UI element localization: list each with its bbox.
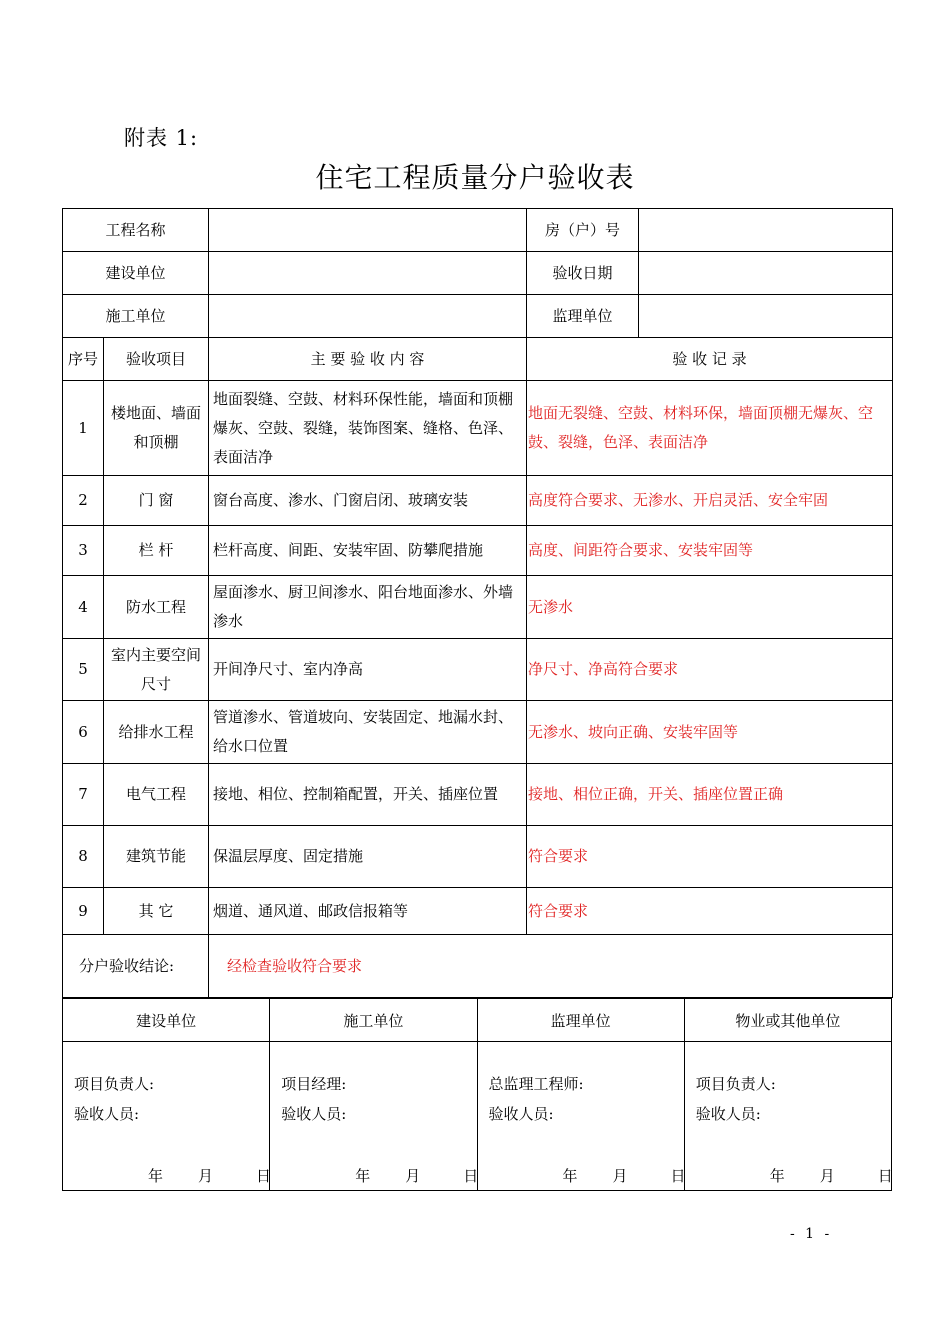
contractor-field[interactable] xyxy=(209,295,527,338)
row-no: 1 xyxy=(63,381,104,476)
col-header-record: 验 收 记 录 xyxy=(527,338,893,381)
info-row-contractor xyxy=(63,295,893,338)
signature-line1: 项目经理: xyxy=(281,1075,347,1093)
signature-unit: 建设单位 xyxy=(63,999,270,1042)
appendix-label: 附表 1: xyxy=(124,126,199,150)
supervisor-label: 监理单位 xyxy=(527,295,639,338)
col-header-no: 序号 xyxy=(63,338,104,381)
table-row xyxy=(63,526,893,576)
row-content: 烟道、通风道、邮政信报箱等 xyxy=(209,888,527,935)
row-item: 门 窗 xyxy=(104,476,209,526)
signature-cell[interactable] xyxy=(477,1042,684,1191)
inspection-date-label: 验收日期 xyxy=(527,252,639,295)
signature-unit: 监理单位 xyxy=(477,999,684,1042)
row-no: 5 xyxy=(63,639,104,701)
signature-line1: 项目负责人: xyxy=(74,1075,155,1093)
conclusion-label: 分户验收结论: xyxy=(63,935,209,998)
signature-line2: 验收人员: xyxy=(488,1105,554,1123)
row-record[interactable]: 高度、间距符合要求、安装牢固等 xyxy=(527,526,893,576)
signature-line1: 总监理工程师: xyxy=(488,1075,584,1093)
date-month: 月 xyxy=(198,1167,214,1185)
row-record[interactable]: 接地、相位正确，开关、插座位置正确 xyxy=(527,764,893,826)
signature-cell[interactable] xyxy=(63,1042,270,1191)
project-name-label: 工程名称 xyxy=(63,209,209,252)
row-item: 室内主要空间尺寸 xyxy=(104,639,209,701)
row-record[interactable]: 高度符合要求、无渗水、开启灵活、安全牢固 xyxy=(527,476,893,526)
table-row xyxy=(63,826,893,888)
row-no: 4 xyxy=(63,576,104,639)
row-no: 3 xyxy=(63,526,104,576)
date-month: 月 xyxy=(405,1167,421,1185)
row-record[interactable]: 地面无裂缝、空鼓、材料环保，墙面顶棚无爆灰、空鼓、裂缝，色泽、表面洁净 xyxy=(527,381,893,476)
column-header-row xyxy=(63,338,893,381)
row-content: 管道渗水、管道坡向、安装固定、地漏水封、给水口位置 xyxy=(209,701,527,764)
inspection-table xyxy=(62,208,893,998)
signature-table xyxy=(62,998,892,1191)
signature-line2: 验收人员: xyxy=(695,1105,761,1123)
row-content: 地面裂缝、空鼓、材料环保性能，墙面和顶棚爆灰、空鼓、裂缝，装饰图案、缝格、色泽、表面洁净 xyxy=(209,381,527,476)
conclusion-row xyxy=(63,935,893,998)
project-name-field[interactable] xyxy=(209,209,527,252)
signature-line2: 验收人员: xyxy=(74,1105,140,1123)
info-row-builder xyxy=(63,252,893,295)
inspection-date-field[interactable] xyxy=(639,252,893,295)
col-header-item: 验收项目 xyxy=(104,338,209,381)
form-title: 住宅工程质量分户验收表 xyxy=(315,161,635,194)
row-content: 屋面渗水、厨卫间渗水、阳台地面渗水、外墙渗水 xyxy=(209,576,527,639)
date-month: 月 xyxy=(612,1167,628,1185)
row-item: 给排水工程 xyxy=(104,701,209,764)
row-record[interactable]: 符合要求 xyxy=(527,888,893,935)
row-content: 开间净尺寸、室内净高 xyxy=(209,639,527,701)
date-year: 年 xyxy=(355,1167,371,1185)
date-day: 日 xyxy=(877,1167,893,1185)
date-year: 年 xyxy=(148,1167,164,1185)
row-item: 电气工程 xyxy=(104,764,209,826)
row-record[interactable]: 无渗水 xyxy=(527,576,893,639)
row-item: 防水工程 xyxy=(104,576,209,639)
row-no: 8 xyxy=(63,826,104,888)
date-day: 日 xyxy=(670,1167,686,1185)
builder-field[interactable] xyxy=(209,252,527,295)
row-no: 9 xyxy=(63,888,104,935)
conclusion-value[interactable]: 经检查验收符合要求 xyxy=(209,935,893,998)
row-content: 保温层厚度、固定措施 xyxy=(209,826,527,888)
signature-unit: 物业或其他单位 xyxy=(684,999,891,1042)
row-item: 其 它 xyxy=(104,888,209,935)
row-record[interactable]: 符合要求 xyxy=(527,826,893,888)
col-header-content: 主 要 验 收 内 容 xyxy=(209,338,527,381)
table-row xyxy=(63,639,893,701)
row-item: 楼地面、墙面和顶棚 xyxy=(104,381,209,476)
row-record[interactable]: 净尺寸、净高符合要求 xyxy=(527,639,893,701)
row-record[interactable]: 无渗水、坡向正确、安装牢固等 xyxy=(527,701,893,764)
row-no: 6 xyxy=(63,701,104,764)
signature-body-row xyxy=(63,1042,892,1191)
builder-label: 建设单位 xyxy=(63,252,209,295)
table-row xyxy=(63,381,893,476)
table-row xyxy=(63,701,893,764)
room-number-field[interactable] xyxy=(639,209,893,252)
table-row xyxy=(63,476,893,526)
signature-header-row xyxy=(63,999,892,1042)
signature-line1: 项目负责人: xyxy=(695,1075,776,1093)
row-content: 窗台高度、渗水、门窗启闭、玻璃安装 xyxy=(209,476,527,526)
room-number-label: 房（户）号 xyxy=(527,209,639,252)
supervisor-field[interactable] xyxy=(639,295,893,338)
date-day: 日 xyxy=(463,1167,479,1185)
contractor-label: 施工单位 xyxy=(63,295,209,338)
row-content: 接地、相位、控制箱配置，开关、插座位置 xyxy=(209,764,527,826)
row-item: 建筑节能 xyxy=(104,826,209,888)
signature-cell[interactable] xyxy=(684,1042,891,1191)
date-month: 月 xyxy=(819,1167,835,1185)
signature-cell[interactable] xyxy=(270,1042,477,1191)
date-year: 年 xyxy=(769,1167,785,1185)
row-no: 7 xyxy=(63,764,104,826)
date-day: 日 xyxy=(256,1167,272,1185)
page-number: - 1 - xyxy=(790,1226,833,1242)
row-item: 栏 杆 xyxy=(104,526,209,576)
table-row xyxy=(63,888,893,935)
signature-line2: 验收人员: xyxy=(281,1105,347,1123)
info-row-project xyxy=(63,209,893,252)
table-row xyxy=(63,576,893,639)
date-year: 年 xyxy=(562,1167,578,1185)
signature-unit: 施工单位 xyxy=(270,999,477,1042)
row-no: 2 xyxy=(63,476,104,526)
row-content: 栏杆高度、间距、安装牢固、防攀爬措施 xyxy=(209,526,527,576)
table-row xyxy=(63,764,893,826)
